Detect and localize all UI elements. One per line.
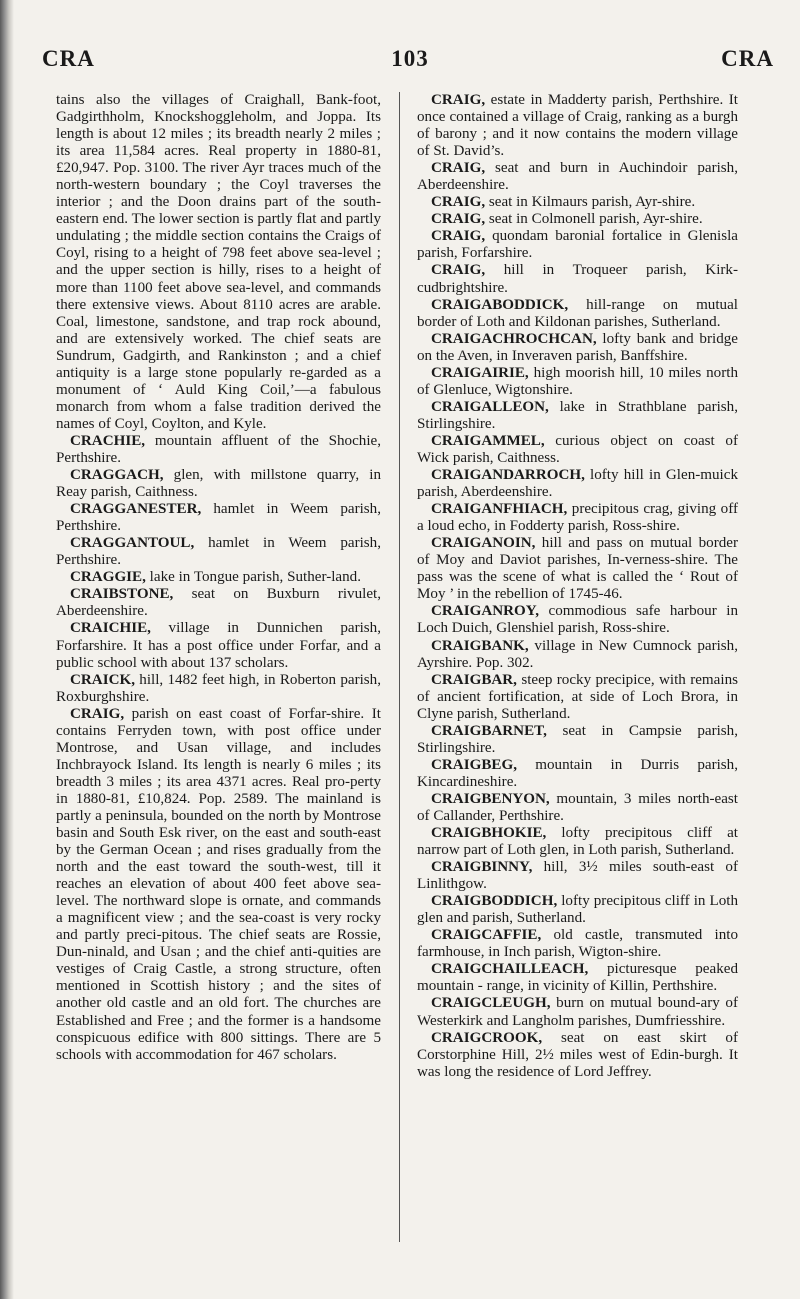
entry-text: picturesque peaked mountain - range, in vicinity of Killin, Perthshire. (417, 961, 738, 995)
entry-headword: CRAIGBEG, (431, 756, 517, 773)
gazetteer-entry (417, 961, 738, 995)
entry-text: burn on mutual bound-ary of Westerkirk and Langholm parishes, Dumfriesshire. (417, 995, 738, 1029)
entry-headword: CRAIG, (431, 92, 486, 108)
entry-headword: CRAGGIE, (70, 569, 146, 586)
entry-text: seat on east skirt of Corstorphine Hill, 2½ miles west of Edin-burgh. It was long the residence of Lord Jeffrey. (417, 1029, 738, 1080)
entry-headword: CRAIGANROY, (431, 603, 540, 620)
gazetteer-entry (417, 399, 738, 433)
gazetteer-entry (56, 501, 381, 535)
gazetteer-entry (56, 586, 381, 620)
gazetteer-entry (417, 433, 738, 467)
entry-headword: CRAIGCHAILLEACH, (431, 961, 589, 978)
entry-text: hamlet in Weem parish, Perthshire. (56, 501, 381, 535)
entry-text: tains also the villages of Craighall, Bank-foot, Gadgirthholm, Knockshoggleholm, and Joppa. Its length is about 12 miles ; its breadth nearly 2 miles ; its area 11,584 acres. Real property in 1880-81, £20,947. Pop. 3100. The river Ayr traces much of the north-western boundary ; the Coyl traverses the interior ; and the Doon drains part of the south-eastern end. The lower section is partly flat and partly undulating ; the middle section contains the Craigs of Coyl, rising to a height of 798 feet above sea-level ; and the upper section is hilly, rises to a height of more than 1100 feet above sea-level, and commands there extensive views. About 8110 acres are arable. Coal, limestone, sandstone, and trap rock abound, and are extensively worked. The chief seats are Sundrum, Gadgirth, and Rankinston ; and a chief antiquity is a large stone popularly re-garded as a monument of ‘ Auld King Coil,’—a fabulous monarch from whom a false tradition derived the names of Coyl, Coylton, and Kyle. (56, 92, 381, 432)
gazetteer-entry (417, 331, 738, 365)
entry-text: hamlet in Weem parish, Perthshire. (56, 535, 381, 569)
entry-headword: CRAIGCROOK, (431, 1029, 543, 1046)
entry-headword: CRAIGCLEUGH, (431, 995, 551, 1012)
entry-text: hill and pass on mutual border of Moy and Daviot parishes, In-verness-shire. The pass was the scene of what is called the ‘ Rout of Moy ’ in the rebellion of 1745-46. (417, 535, 738, 603)
entry-headword: CRAGGACH, (70, 467, 164, 484)
entry-text: mountain, 3 miles north-east of Callander, Perthshire. (417, 790, 738, 824)
gazetteer-entry (417, 228, 738, 262)
gazetteer-entry (417, 927, 738, 961)
entry-text: quondam baronial fortalice in Glenisla parish, Forfarshire. (417, 228, 738, 262)
gazetteer-entry (417, 757, 738, 791)
header-right-guide-word: CRA (721, 46, 774, 71)
entry-headword: CRAIGANFHIACH, (431, 501, 568, 518)
gazetteer-entry (56, 92, 381, 433)
gazetteer-entry (417, 1030, 738, 1081)
gazetteer-entry (417, 194, 738, 211)
entry-headword: CRAIGAMMEL, (431, 432, 545, 449)
gazetteer-entry (417, 211, 738, 228)
entry-headword: CRAIGCAFFIE, (431, 927, 542, 944)
gazetteer-entry (417, 365, 738, 399)
entry-text: precipitous crag, giving off a loud echo, in Fodderty parish, Ross-shire. (417, 501, 738, 535)
gazetteer-entry (417, 467, 738, 501)
entry-text: curious object on coast of Wick parish, Caithness. (417, 432, 738, 466)
entry-text: old castle, transmuted into farmhouse, in Inch parish, Wigton-shire. (417, 927, 738, 961)
gazetteer-entry (417, 535, 738, 603)
gazetteer-entry (417, 825, 738, 859)
entry-text: hill in Troqueer parish, Kirk-cudbrightshire. (417, 262, 738, 296)
gazetteer-entry (417, 723, 738, 757)
entry-text: lofty hill in Glen-muick parish, Aberdeenshire. (417, 467, 738, 501)
entry-headword: CRAICK, (70, 671, 135, 688)
gazetteer-entry (417, 501, 738, 535)
entry-headword: CRAIGBINNY, (431, 859, 533, 876)
entry-headword: CRAIBSTONE, (70, 586, 174, 603)
entry-text: steep rocky precipice, with remains of ancient fortification, at side of Loch Brora, in Clyne parish, Sutherland. (417, 671, 738, 722)
page-number: 103 (391, 46, 429, 71)
entry-headword: CRAIG, (431, 211, 486, 228)
entry-headword: CRAIGBANK, (431, 637, 529, 654)
book-binding-edge (0, 0, 14, 1299)
entry-headword: CRAIGBARNET, (431, 722, 547, 739)
entry-headword: CRAIG, (70, 705, 125, 722)
entry-headword: CRAIGANOIN, (431, 535, 536, 552)
entry-headword: CRAIG, (431, 262, 486, 279)
entry-text: village in Dunnichen parish, Forfarshire. It has a post office under Forfar, and a public school with about 137 scholars. (56, 620, 381, 671)
entry-headword: CRAIGBODDICH, (431, 893, 558, 910)
entry-headword: CRAIGANDARROCH, (431, 467, 585, 484)
gazetteer-entry (417, 995, 738, 1029)
entry-text: lofty precipitous cliff in Loth glen and parish, Sutherland. (417, 893, 738, 927)
entry-text: seat in Campsie parish, Stirlingshire. (417, 722, 738, 756)
column-divider (399, 92, 400, 1242)
entry-text: seat on Buxburn rivulet, Aberdeenshire. (56, 586, 381, 620)
gazetteer-entry (417, 603, 738, 637)
entry-headword: CRAIGABODDICK, (431, 296, 569, 313)
gazetteer-entry (417, 262, 738, 296)
gazetteer-entry (417, 859, 738, 893)
gazetteer-entry (417, 893, 738, 927)
entry-text: seat in Kilmaurs parish, Ayr-shire. (485, 194, 696, 211)
entry-headword: CRAIGBENYON, (431, 790, 550, 807)
gazetteer-entry (417, 297, 738, 331)
entry-headword: CRAIGBHOKIE, (431, 825, 547, 842)
gazetteer-entry (56, 672, 381, 706)
gazetteer-entry (417, 791, 738, 825)
gazetteer-entry (56, 620, 381, 671)
entry-text: mountain affluent of the Shochie, Perthshire. (56, 432, 381, 466)
gazetteer-entry (56, 433, 381, 467)
entry-headword: CRAIGAIRIE, (431, 364, 529, 381)
gazetteer-entry (56, 706, 381, 1064)
entry-headword: CRAGGANTOUL, (70, 535, 195, 552)
entry-text: hill, 3½ miles south-east of Linlithgow. (417, 859, 738, 893)
gazetteer-entry (56, 467, 381, 501)
entry-headword: CRAICHIE, (70, 620, 151, 637)
entry-headword: CRAGGANESTER, (70, 501, 202, 518)
entry-text: estate in Madderty parish, Perthshire. It once contained a village of Craig, ranking as a burgh of barony ; and it now contains the modern village of St. David’s. (417, 92, 738, 160)
gazetteer-entry (56, 569, 381, 586)
gazetteer-entry (417, 638, 738, 672)
right-column (417, 92, 738, 1081)
entry-text: seat and burn in Auchindoir parish, Aberdeenshire. (417, 160, 738, 194)
gazetteer-entry (417, 92, 738, 160)
entry-headword: CRAIGBAR, (431, 671, 517, 688)
entry-text: seat in Colmonell parish, Ayr-shire. (485, 211, 703, 228)
entry-headword: CRAIGALLEON, (431, 398, 549, 415)
page-header (42, 40, 778, 80)
entry-text: glen, with millstone quarry, in Reay parish, Caithness. (56, 467, 381, 501)
entry-headword: CRAIGACHROCHCAN, (431, 330, 597, 347)
entry-text: lake in Tongue parish, Suther-land. (145, 569, 361, 586)
entry-text: commodious safe harbour in Loch Duich, Glenshiel parish, Ross-shire. (417, 603, 738, 637)
gazetteer-entry (417, 160, 738, 194)
entry-text: high moorish hill, 10 miles north of Glenluce, Wigtonshire. (417, 364, 738, 398)
entry-text: mountain in Durris parish, Kincardineshire. (417, 756, 738, 790)
entry-headword: CRAIG, (431, 194, 486, 211)
entry-headword: CRAIG, (431, 160, 486, 177)
entry-text: lofty bank and bridge on the Aven, in Inveraven parish, Banffshire. (417, 330, 738, 364)
entry-text: lofty precipitous cliff at narrow part of Loth glen, in Loth parish, Sutherland. (417, 825, 738, 859)
entry-text: hill, 1482 feet high, in Roberton parish, Roxburghshire. (56, 671, 381, 705)
entry-text: hill-range on mutual border of Loth and Kildonan parishes, Sutherland. (417, 296, 738, 330)
entry-text: lake in Strathblane parish, Stirlingshire. (417, 398, 738, 432)
entry-text: village in New Cumnock parish, Ayrshire. Pop. 302. (417, 637, 738, 671)
entry-headword: CRACHIE, (70, 432, 146, 449)
entry-headword: CRAIG, (431, 228, 486, 245)
left-column (56, 92, 381, 1064)
gazetteer-entry (417, 672, 738, 723)
entry-text: parish on east coast of Forfar-shire. It contains Ferryden town, with post office under Montrose, and Usan village, and includes Inchbrayock Island. Its length is nearly 6 miles ; its breadth 3 miles ; its area 4371 acres. Real pro-perty in 1880-81, £10,824. Pop. 2589. The mainland is partly a peninsula, bounded on the north by Montrose basin and South Esk river, on the east and south-east by the German Ocean ; and rises gradually from the north and the east toward the south-west, till it reaches an elevation of about 400 feet above sea-level. The northward slope is ornate, and commands a magnificent view ; and the sea-coast is very rocky and partly preci-pitous. The chief seats are Rossie, Dun-ninald, and Usan ; and the chief anti-quities are vestiges of Craig Castle, a strong structure, often mentioned in Scottish history ; and the sites of another old castle and an old fort. The churches are Established and Free ; and the former is a handsome conspicuous edifice with 800 sittings. There are 5 schools with accommodation for 467 scholars. (56, 705, 381, 1063)
gazetteer-entry (56, 535, 381, 569)
header-left-guide-word: CRA (42, 46, 95, 71)
